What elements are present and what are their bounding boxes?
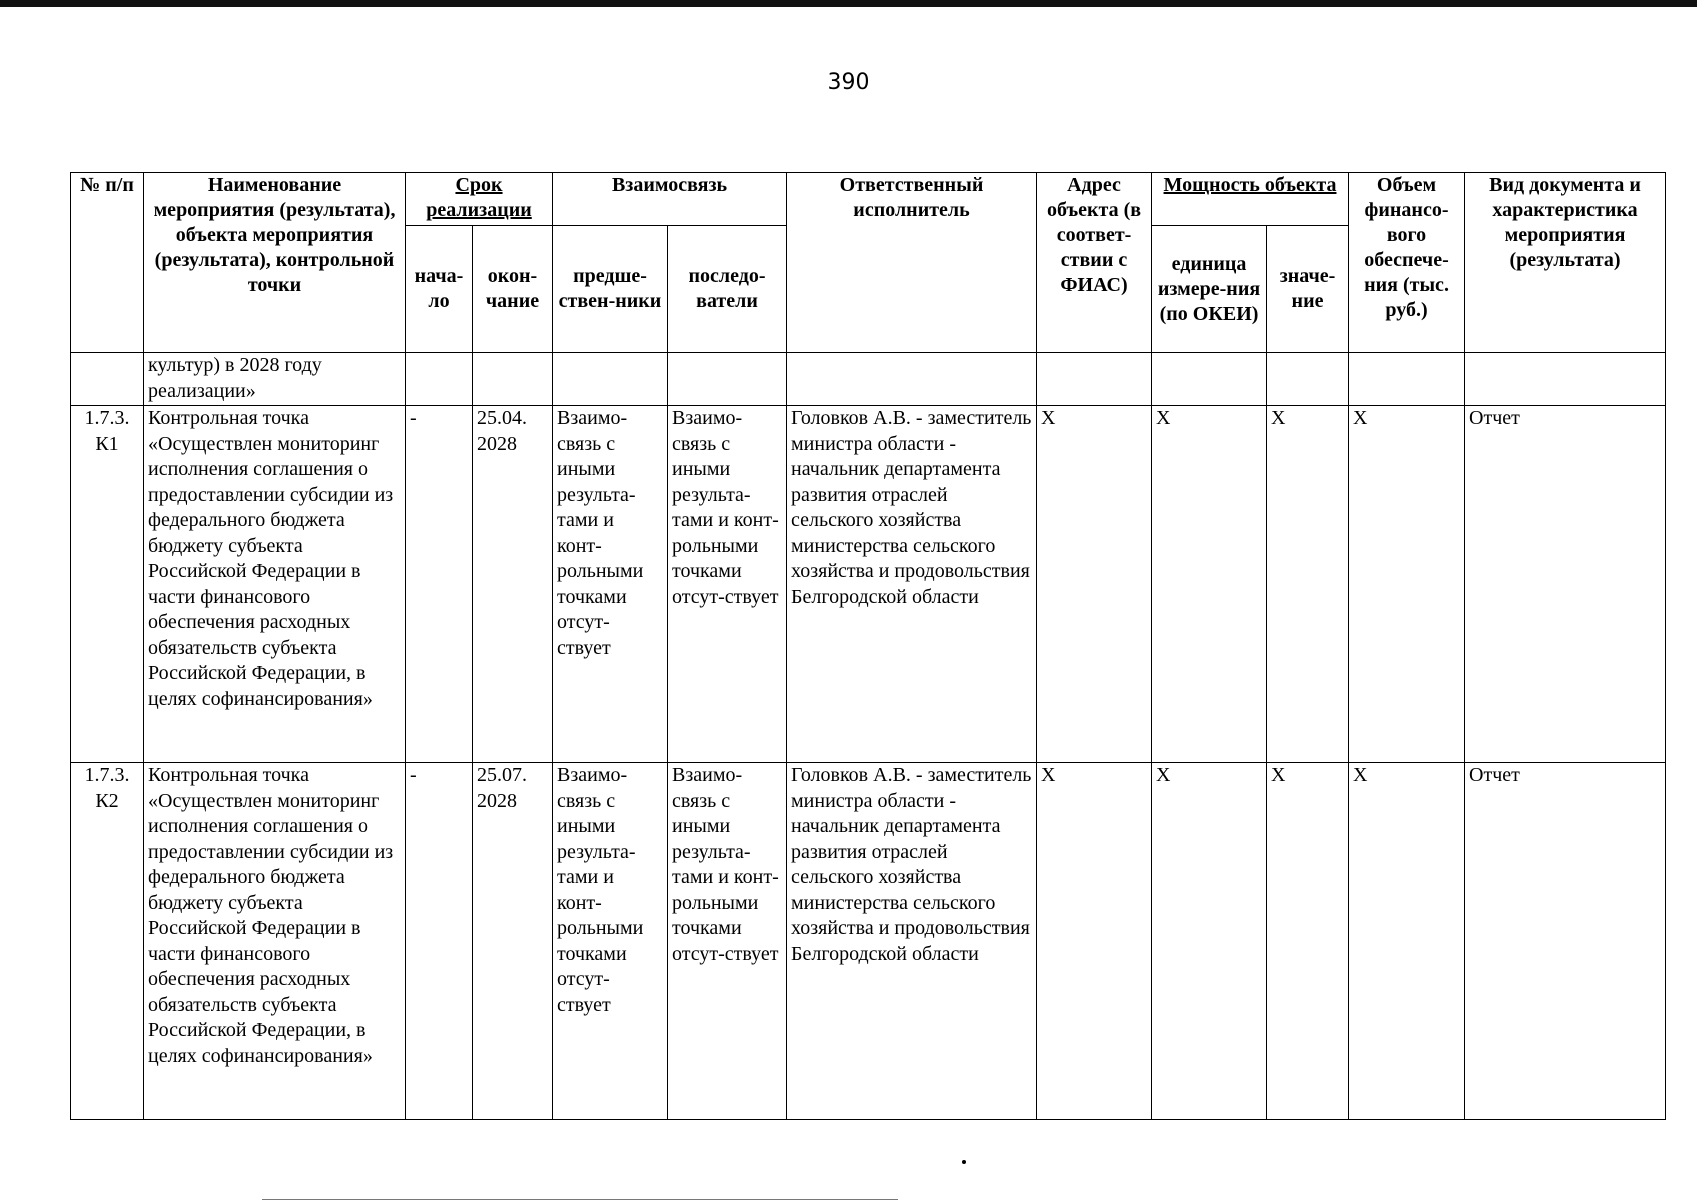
cell-end: 25.07. 2028 (473, 763, 553, 1120)
cell-responsible: Головков А.В. - заместитель министра области - начальник департамента развития отраслей сельского хозяйства министерства сельского хозяйства и продовольствия Белгородской области (787, 763, 1037, 1120)
header-responsible: Ответственный исполнитель (787, 173, 1037, 353)
cell-end: 25.04. 2028 (473, 406, 553, 763)
header-term: Срок реализации (406, 173, 553, 226)
header-unit: единица измере-ния (по ОКЕИ) (1152, 226, 1267, 353)
cell-responsible: Головков А.В. - заместитель министра области - начальник департамента развития отраслей сельского хозяйства министерства сельского хозяйства и продовольствия Белгородской области (787, 406, 1037, 763)
cell-document: Отчет (1465, 763, 1666, 1120)
header-num: № п/п (71, 173, 144, 353)
cell-document (1465, 353, 1666, 406)
cell-value: X (1267, 406, 1349, 763)
cell-value: X (1267, 763, 1349, 1120)
cell-finance: X (1349, 406, 1465, 763)
scan-dot (962, 1160, 966, 1164)
cell-unit: X (1152, 763, 1267, 1120)
cell-start: - (406, 763, 473, 1120)
page-number: 390 (827, 70, 870, 95)
cell-num: 1.7.3. К2 (71, 763, 144, 1120)
table-header (71, 173, 1666, 353)
header-value: значе-ние (1267, 226, 1349, 353)
cell-responsible (787, 353, 1037, 406)
header-capacity: Мощность объекта (1152, 173, 1349, 226)
cell-num (71, 353, 144, 406)
cell-unit: X (1152, 406, 1267, 763)
cell-document: Отчет (1465, 406, 1666, 763)
cell-name: Контрольная точка «Осуществлен мониторинг исполнения соглашения о предоставлении субсидии из федерального бюджета бюджету субъекта Российской Федерации в части финансового обеспечения расходных обязательств субъекта Российской Федерации, в целях софинансирования» (144, 763, 406, 1120)
cell-successors (668, 353, 787, 406)
cell-num: 1.7.3. К1 (71, 406, 144, 763)
header-document: Вид документа и характеристика мероприятия (результата) (1465, 173, 1666, 353)
cell-finance: X (1349, 763, 1465, 1120)
header-link: Взаимосвязь (553, 173, 787, 226)
header-predecessors: предше-ствен-ники (553, 226, 668, 353)
table-row (71, 406, 1666, 763)
cell-name: культур) в 2028 году реализации» (144, 353, 406, 406)
cell-address: X (1037, 406, 1152, 763)
cell-start: - (406, 406, 473, 763)
cell-start (406, 353, 473, 406)
header-finance: Объем финансо-вого обеспече-ния (тыс. руб.) (1349, 173, 1465, 353)
cell-unit (1152, 353, 1267, 406)
cell-address: X (1037, 763, 1152, 1120)
top-border-rule (0, 0, 1697, 7)
cell-successors: Взаимо-связь с иными результа-тами и конт-рольными точками отсут-ствует (668, 406, 787, 763)
cell-predecessors (553, 353, 668, 406)
cell-address (1037, 353, 1152, 406)
table-row-continuation (71, 353, 1666, 406)
header-name: Наименование мероприятия (результата), объекта мероприятия (результата), контрольной точки (144, 173, 406, 353)
header-address: Адрес объекта (в соответ-ствии с ФИАС) (1037, 173, 1152, 353)
cell-value (1267, 353, 1349, 406)
table-row (71, 763, 1666, 1120)
cell-predecessors: Взаимо-связь с иными результа-тами и конт-рольными точками отсут-ствует (553, 763, 668, 1120)
cell-successors: Взаимо-связь с иными результа-тами и конт-рольными точками отсут-ствует (668, 763, 787, 1120)
header-end: окон-чание (473, 226, 553, 353)
cell-finance (1349, 353, 1465, 406)
cell-predecessors: Взаимо-связь с иными результа-тами и конт-рольными точками отсут-ствует (553, 406, 668, 763)
cell-end (473, 353, 553, 406)
header-start: нача-ло (406, 226, 473, 353)
header-successors: последо-ватели (668, 226, 787, 353)
cell-name: Контрольная точка «Осуществлен мониторинг исполнения соглашения о предоставлении субсидии из федерального бюджета бюджету субъекта Российской Федерации в части финансового обеспечения расходных обязательств субъекта Российской Федерации, в целях софинансирования» (144, 406, 406, 763)
plan-table (70, 172, 1666, 1120)
